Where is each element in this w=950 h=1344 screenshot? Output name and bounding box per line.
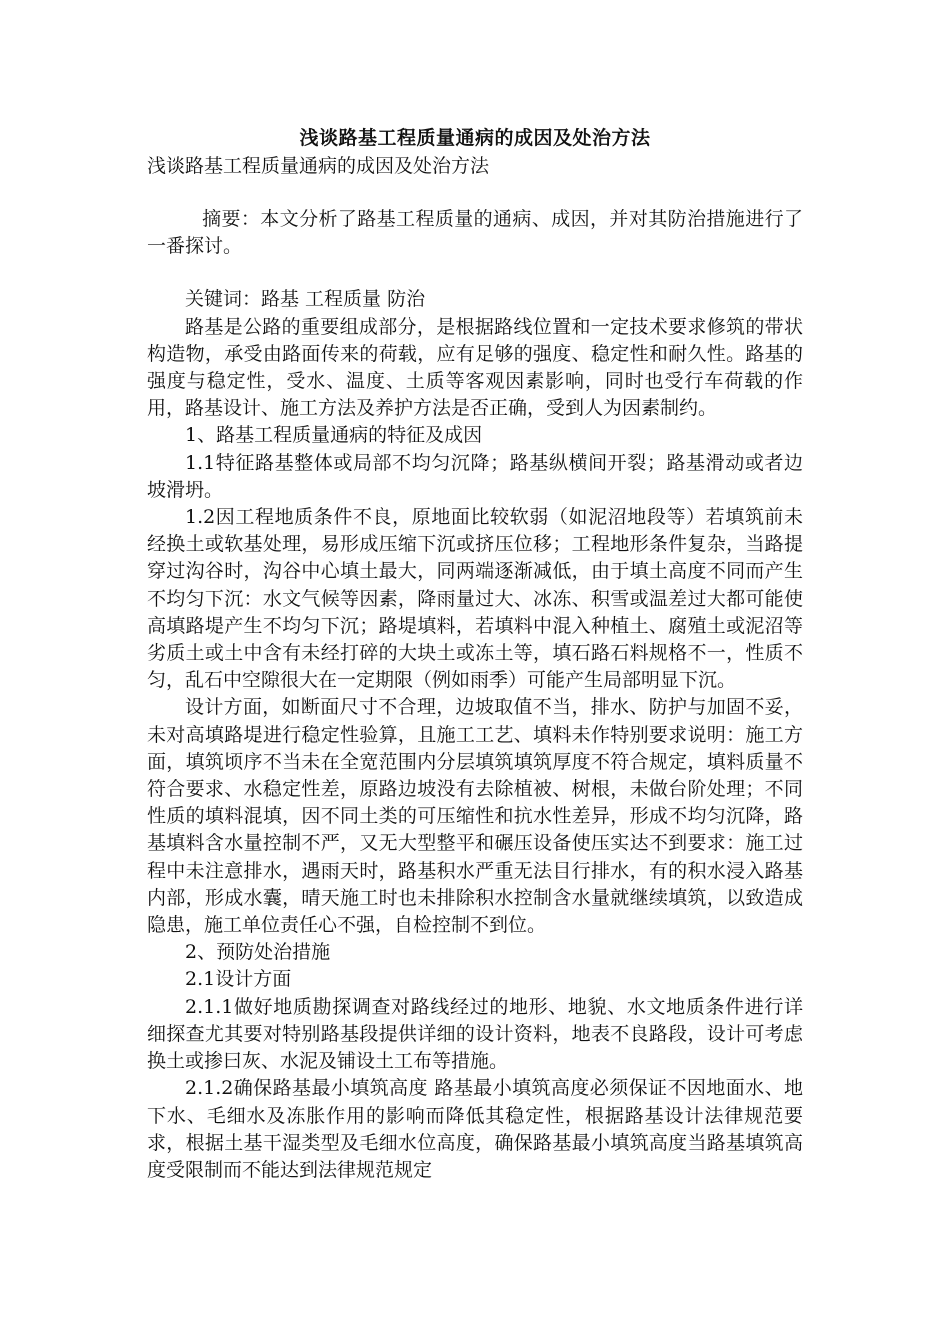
paragraph-1-2: 1.2因工程地质条件不良，原地面比较软弱（如泥沼地段等）若填筑前未经换土或软基处理，易形成压缩下沉或挤压位移；工程地形条件复杂，当路提穿过沟谷时，沟谷中心填土最大，同两端逐渐减低，由于填土高度不同而产生不均匀下沉：水文气候等因素，降雨量过大、冰冻、积雪或温差过大都可能使高填路堤产生不均匀下沉；路堤填料，若填料中混入种植土、腐殖土或泥沼等劣质土或土中含有未经打碎的大块土或冻土等，填石路石料规格不一，性质不匀，乱石中空隙很大在一定期限（例如雨季）可能产生局部明显下沉。	[147, 506, 803, 692]
blank-line	[147, 260, 803, 286]
paragraph-1-1: 1.1特征路基整体或局部不均匀沉降；路基纵横间开裂；路基滑动或者边坡滑坍。	[147, 451, 803, 501]
intro-paragraph: 路基是公路的重要组成部分，是根据路线位置和一定技术要求修筑的带状构造物，承受由路面传来的荷载，应有足够的强度、稳定性和耐久性。路基的强度与稳定性，受水、温度、土质等客观因素影响，同时也受行车荷载的作用，路基设计、施工方法及养护方法是否正确，受到人为因素制约。	[147, 315, 803, 420]
blank-line	[147, 180, 803, 206]
section-heading-2: 2、预防处治措施	[185, 941, 331, 964]
paragraph-2-1-1: 2.1.1做好地质勘探调查对路线经过的地形、地貌、水文地质条件进行详细探查尤其要对特别路基段提供详细的设计资料，地表不良路段，设计可考虑换土或掺曰灰、水泥及铺设土工布等措施。	[147, 995, 803, 1073]
keywords-line: 关键词：路基 工程质量 防治	[185, 288, 426, 311]
section-heading-1: 1、路基工程质量通病的特征及成因	[185, 424, 483, 447]
subsection-heading-2-1: 2.1设计方面	[185, 968, 292, 991]
abstract-paragraph: 摘要：本文分析了路基工程质量的通病、成因，并对其防治措施进行了一番探讨。	[147, 208, 803, 258]
paragraph-2-1-2: 2.1.2确保路基最小填筑高度 路基最小填筑高度必须保证不因地面水、地下水、毛细水及冻胀作用的影响而降低其稳定性，根据路基设计法律规范要求，根据土基干湿类型及毛细水位高度，确保路基最小填筑高度当路基填筑高度受限制而不能达到法律规范规定	[147, 1077, 803, 1181]
document-subtitle: 浅谈路基工程质量通病的成因及处治方法	[147, 155, 490, 177]
paragraph-design-construction: 设计方面，如断面尺寸不合理，边坡取值不当，排水、防护与加固不妥，未对高填路堤进行稳定性验算，且施工工艺、填料未作特别要求说明：施工方面，填筑顷序不当未在全宽范围内分层填筑填筑厚度不符合规定，填料质量不符合要求、水稳定性差，原路边坡没有去除植被、树根，未做台阶处理；不同性质的填料混填，因不同土类的可压缩性和抗水性差异，形成不均匀沉降，路基填料含水量控制不严，又无大型整平和碾压设备使压实达不到要求：施工过程中未注意排水，遇雨天时，路基积水严重无法目行排水，有的积水浸入路基内部，形成水囊，晴天施工时也未排除积水控制含水量就继续填筑，以致造成隐患，施工单位责任心不强，自检控制不到位。	[147, 696, 803, 937]
document-title: 浅谈路基工程质量通病的成因及处治方法	[299, 127, 651, 149]
document-body	[147, 124, 803, 1184]
